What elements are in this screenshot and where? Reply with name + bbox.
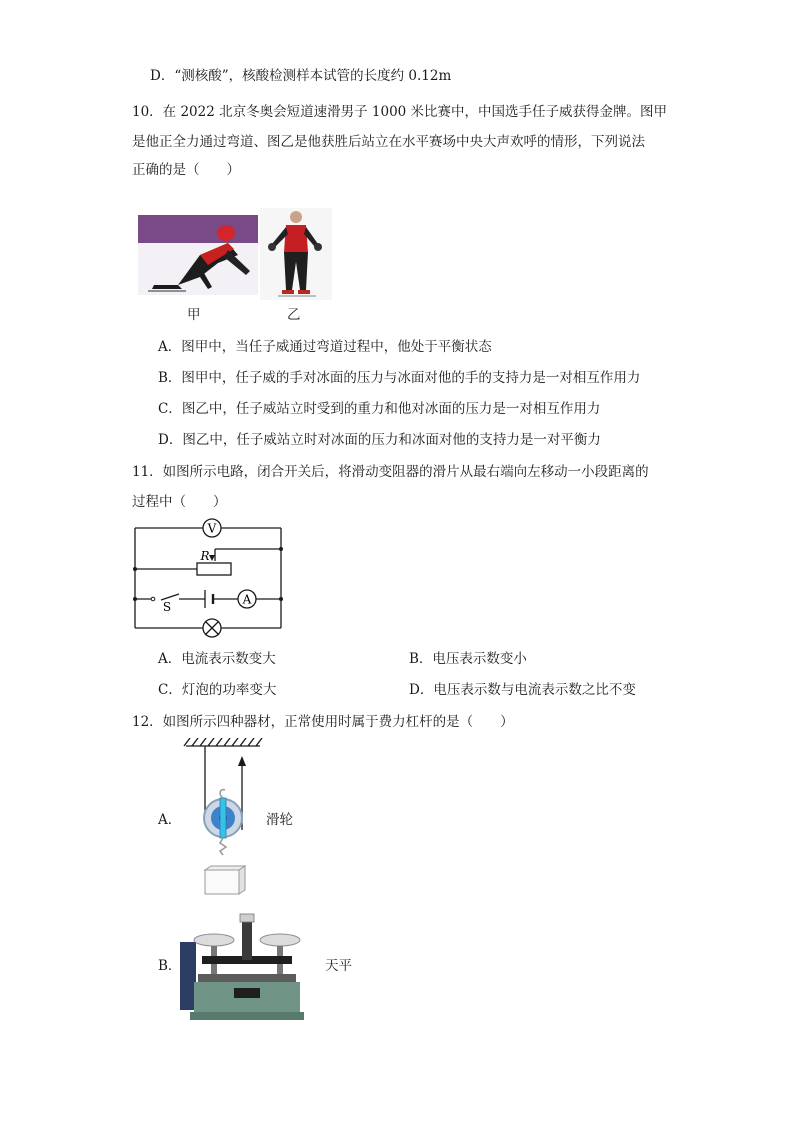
caption-jia: 甲 [187, 307, 201, 323]
q10-stem-line2: 是他正全力通过弯道、图乙是他获胜后站立在水平赛场中央大声欢呼的情形，下列说法 [132, 134, 645, 150]
switch-label: S [162, 600, 172, 614]
q10-option-b: B．图甲中，任子威的手对冰面的压力与冰面对他的手的支持力是一对相互作用力 [158, 370, 641, 386]
q12-option-b-label: 天平 [325, 958, 352, 974]
q11-option-b: B．电压表示数变小 [409, 651, 527, 667]
q11-option-d: D．电压表示数与电流表示数之比不变 [409, 682, 636, 698]
circuit-diagram [125, 514, 290, 642]
q12-option-a-label: 滑轮 [266, 812, 293, 828]
balance-figure [180, 912, 315, 1022]
q11-stem-line1: 11．如图所示电路，闭合开关后，将滑动变阻器的滑片从最右端向左移动一小段距离的 [132, 464, 649, 480]
q11-option-c: C．灯泡的功率变大 [158, 682, 277, 698]
q11-option-a: A．电流表示数变大 [158, 651, 276, 667]
q11-stem-line2: 过程中（ ） [132, 494, 227, 510]
photo-jia-skater-cornering [138, 215, 258, 295]
rheostat-label: R [200, 549, 210, 563]
q10-option-d: D．图乙中，任子威站立时对冰面的压力和冰面对他的支持力是一对平衡力 [158, 432, 601, 448]
caption-yi: 乙 [287, 307, 301, 323]
q10-option-a: A．图甲中，当任子威通过弯道过程中，他处于平衡状态 [158, 339, 492, 355]
q9-option-d: D．“测核酸”，核酸检测样本试管的长度约 0.12m [150, 68, 452, 84]
q10-stem-line3: 正确的是（ ） [132, 162, 240, 178]
q12-option-b-letter: B． [158, 958, 182, 974]
voltmeter-label: V [207, 521, 217, 536]
q12-stem: 12．如图所示四种器材，正常使用时属于费力杠杆的是（ ） [132, 714, 514, 730]
pulley-figure [180, 738, 270, 898]
q12-option-a-letter: A． [158, 812, 182, 828]
photo-yi-skater-celebrating [260, 208, 332, 300]
ammeter-label: A [242, 592, 252, 607]
q10-stem-line1: 10．在 2022 北京冬奥会短道速滑男子 1000 米比赛中，中国选手任子威获得金牌。图甲 [132, 104, 668, 120]
q10-option-c: C．图乙中，任子威站立时受到的重力和他对冰面的压力是一对相互作用力 [158, 401, 601, 417]
